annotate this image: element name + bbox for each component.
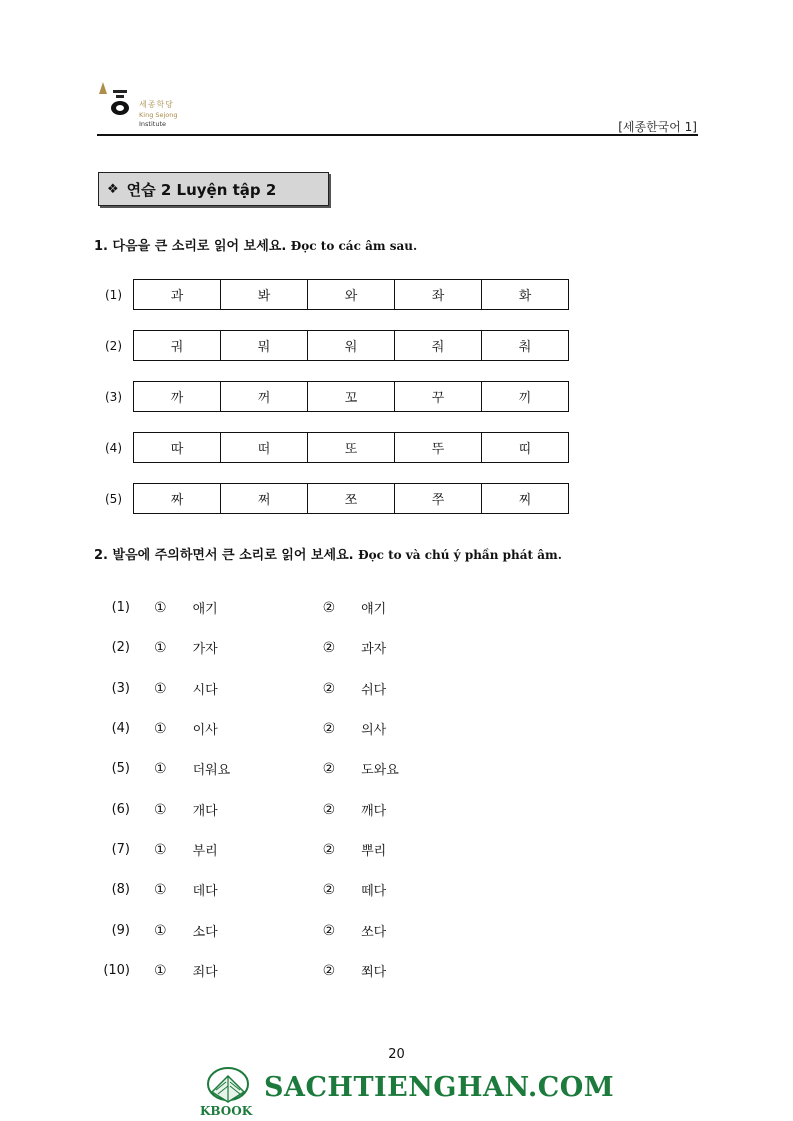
grid-row <box>105 432 569 463</box>
pair-number: (6) <box>111 802 130 817</box>
syllable-cell: 쭈 <box>395 484 482 513</box>
option-2-word: 떼다 <box>361 884 387 899</box>
option-2-marker: ② <box>322 881 336 898</box>
grid-row-label: (3) <box>105 389 122 404</box>
option-2-marker: ② <box>322 639 336 656</box>
syllable-cell: 춰 <box>518 340 532 355</box>
pair-number: (2) <box>111 640 130 655</box>
syllable-cells <box>133 330 569 361</box>
pair-row <box>90 679 386 698</box>
syllable-cell: 쩌 <box>221 484 308 513</box>
syllable-cell: 꼬 <box>308 382 395 411</box>
option-1-word: 이사 <box>192 723 218 738</box>
option-1-marker: ① <box>154 639 167 656</box>
option-1-marker: ① <box>154 720 167 737</box>
option-1-marker: ① <box>154 760 167 777</box>
option-2-marker: ② <box>322 962 336 979</box>
option-2-marker: ② <box>322 922 336 939</box>
pair-row <box>90 800 386 819</box>
syllable-cell: 좌 <box>395 280 482 309</box>
syllable-cell: 띠 <box>518 442 532 457</box>
grid-row-label: (2) <box>105 338 122 353</box>
option-2-word: 도와요 <box>361 763 399 778</box>
question-2-number: 2. <box>94 548 108 563</box>
syllable-cell: 끼 <box>518 391 532 406</box>
option-1-marker: ① <box>154 801 167 818</box>
pair-number: (8) <box>111 882 130 897</box>
syllable-cells <box>133 432 569 463</box>
option-2-word: 과자 <box>361 642 387 657</box>
logo-korean-text: 세종학당 <box>139 100 174 109</box>
option-2-marker: ② <box>322 680 336 697</box>
question-1-korean: 다음을 큰 소리로 읽어 보세요. <box>112 239 287 254</box>
syllable-cell: 또 <box>308 433 395 462</box>
syllable-cell: 과 <box>134 280 221 309</box>
option-1-word: 더워요 <box>192 763 231 778</box>
option-2-word: 뿌리 <box>361 844 387 859</box>
section-title: 연습 2 Luyện tập 2 <box>126 180 277 199</box>
option-2-word: 쉬다 <box>361 683 387 698</box>
syllable-cells <box>133 483 569 514</box>
pair-row <box>90 880 386 899</box>
syllable-cell: 뚜 <box>395 433 482 462</box>
option-1-word: 애기 <box>192 602 218 617</box>
pair-number: (1) <box>111 600 130 615</box>
pair-number: (9) <box>111 923 130 938</box>
pair-row <box>90 840 386 859</box>
option-2-word: 깨다 <box>361 804 387 819</box>
option-2-marker: ② <box>322 841 336 858</box>
syllable-cell: 따 <box>134 433 221 462</box>
syllable-cell: 궈 <box>134 331 221 360</box>
option-2-marker: ② <box>322 720 336 737</box>
question-1 <box>94 235 417 254</box>
pair-row <box>90 719 386 738</box>
syllable-cell: 봐 <box>221 280 308 309</box>
page-number: 20 <box>388 1047 405 1062</box>
question-2 <box>94 544 562 563</box>
grid-row-label: (1) <box>105 287 122 302</box>
syllable-cell: 꺼 <box>221 382 308 411</box>
option-1-word: 데다 <box>192 884 218 899</box>
logo-institute-text: Institute <box>139 120 166 128</box>
pair-row <box>90 961 386 980</box>
option-1-word: 부리 <box>192 844 218 859</box>
option-1-marker: ① <box>154 599 167 616</box>
option-2-word: 의사 <box>361 723 387 738</box>
pair-number: (5) <box>111 761 130 776</box>
option-1-word: 가자 <box>192 642 218 657</box>
option-2-word: 쬐다 <box>361 965 387 980</box>
section-title-box <box>98 172 329 206</box>
grid-row <box>105 330 569 361</box>
syllable-cell: 워 <box>308 331 395 360</box>
syllable-cell: 와 <box>308 280 395 309</box>
pair-row <box>90 598 386 617</box>
option-1-word: 죄다 <box>192 965 218 980</box>
option-1-marker: ① <box>154 922 167 939</box>
question-2-korean: 발음에 주의하면서 큰 소리로 읽어 보세요. <box>112 548 354 563</box>
option-1-marker: ① <box>154 962 167 979</box>
option-1-marker: ① <box>154 841 167 858</box>
grid-row-label: (4) <box>105 440 122 455</box>
brand-wordmark: SACHTIENGHAN.COM <box>264 1072 615 1103</box>
option-2-marker: ② <box>322 760 336 777</box>
option-1-word: 소다 <box>192 925 218 940</box>
question-1-vietnamese: Đọc to các âm sau. <box>290 239 418 253</box>
pair-number: (7) <box>111 842 130 857</box>
syllable-cell: 뭐 <box>221 331 308 360</box>
grid-row <box>105 279 569 310</box>
syllable-cell: 까 <box>134 382 221 411</box>
option-2-marker: ② <box>322 801 336 818</box>
syllable-cell: 꾸 <box>395 382 482 411</box>
grid-row <box>105 483 569 514</box>
grid-row-label: (5) <box>105 491 122 506</box>
syllable-cell: 찌 <box>518 493 532 508</box>
option-1-marker: ① <box>154 680 167 697</box>
syllable-cell: 떠 <box>221 433 308 462</box>
question-1-number: 1. <box>94 239 108 254</box>
diamond-bullet-icon: ❖ <box>107 181 119 197</box>
kbook-label: KBOOK <box>200 1104 253 1118</box>
option-2-marker: ② <box>322 599 336 616</box>
syllable-cell: 줘 <box>395 331 482 360</box>
syllable-cell: 화 <box>518 289 532 304</box>
option-1-marker: ① <box>154 881 167 898</box>
question-2-vietnamese: Đọc to và chú ý phần phát âm. <box>358 548 562 562</box>
option-2-word: 쏘다 <box>361 925 387 940</box>
logo-english-text: King Sejong <box>139 111 178 119</box>
pair-number: (10) <box>103 963 130 978</box>
pair-row <box>90 638 386 657</box>
pair-number: (4) <box>111 721 130 736</box>
option-1-word: 개다 <box>192 804 218 819</box>
pair-row <box>90 759 399 778</box>
syllable-cells <box>133 381 569 412</box>
option-2-word: 얘기 <box>361 602 387 617</box>
syllable-cells <box>133 279 569 310</box>
pair-row <box>90 921 386 940</box>
grid-row <box>105 381 569 412</box>
option-1-word: 시다 <box>192 683 218 698</box>
book-tag: [세종한국어 1] <box>618 120 697 134</box>
header-divider <box>97 134 698 136</box>
syllable-cell: 쪼 <box>308 484 395 513</box>
pair-number: (3) <box>111 681 130 696</box>
syllable-cell: 짜 <box>134 484 221 513</box>
